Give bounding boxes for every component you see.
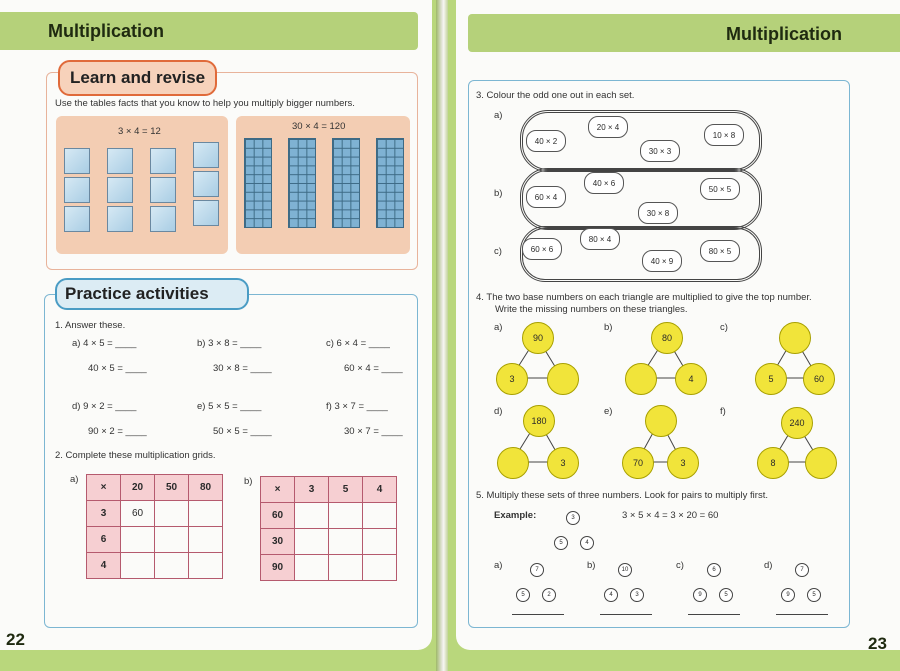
number-circle: 5 xyxy=(807,588,821,602)
grid-cell[interactable] xyxy=(295,503,329,529)
q1-item[interactable]: c) 6 × 4 = ____ xyxy=(326,338,390,349)
triangle-top[interactable] xyxy=(645,405,677,437)
grid-cell[interactable] xyxy=(363,555,397,581)
triangle-base[interactable]: 4 xyxy=(675,363,707,395)
grid-cell[interactable] xyxy=(329,529,363,555)
triangle-base[interactable] xyxy=(547,363,579,395)
q4-label: d) xyxy=(494,406,503,417)
triangle-base[interactable]: 3 xyxy=(667,447,699,479)
cube-column xyxy=(64,148,90,235)
expression-cloud[interactable]: 30 × 3 xyxy=(640,140,680,162)
grid-cell[interactable] xyxy=(295,529,329,555)
left-header-title: Multiplication xyxy=(48,21,164,41)
grid-cell[interactable] xyxy=(363,529,397,555)
grid-cell: 3 xyxy=(295,477,329,503)
grid-cell: 4 xyxy=(363,477,397,503)
grid-a-label: a) xyxy=(70,474,79,485)
grid-cell: 50 xyxy=(155,475,189,501)
grid-row xyxy=(87,527,223,553)
expression-cloud[interactable]: 30 × 8 xyxy=(638,202,678,224)
q1-item[interactable]: 40 × 5 = ____ xyxy=(88,363,147,374)
grid-cell[interactable] xyxy=(329,555,363,581)
grid-row xyxy=(261,529,397,555)
grid-cell: 4 xyxy=(87,553,121,579)
q1-item[interactable]: 30 × 8 = ____ xyxy=(213,363,272,374)
grid-cell[interactable] xyxy=(155,527,189,553)
multiplication-grid-a xyxy=(86,474,223,579)
triangle-base[interactable]: 70 xyxy=(622,447,654,479)
q4-label: e) xyxy=(604,406,613,417)
right-page-number: 23 xyxy=(868,634,887,653)
q4-label: c) xyxy=(720,322,728,333)
ten-grid-block xyxy=(244,138,272,228)
q5-example-label: Example: xyxy=(494,510,537,521)
grid-cell: × xyxy=(87,475,121,501)
practice-title: Practice activities xyxy=(55,278,249,310)
q4-label: f) xyxy=(720,406,726,417)
expression-cloud[interactable]: 20 × 4 xyxy=(588,116,628,138)
learn-intro: Use the tables facts that you know to help you multiply bigger numbers. xyxy=(55,98,355,109)
grid-cell: 20 xyxy=(121,475,155,501)
triangle-base[interactable]: 3 xyxy=(547,447,579,479)
ten-grid-block xyxy=(376,138,404,228)
grid-cell: 6 xyxy=(87,527,121,553)
grid-cell: × xyxy=(261,477,295,503)
grid-cell[interactable] xyxy=(121,553,155,579)
grid-cell[interactable] xyxy=(155,553,189,579)
grid-cell[interactable] xyxy=(189,527,223,553)
grid-cell[interactable] xyxy=(189,501,223,527)
q2-title: 2. Complete these multiplication grids. xyxy=(55,450,216,461)
answer-line[interactable] xyxy=(688,614,740,615)
q1-item[interactable]: 50 × 5 = ____ xyxy=(213,426,272,437)
number-circle: 3 xyxy=(630,588,644,602)
multiplication-grid-b xyxy=(260,476,397,581)
grid-cell: 3 xyxy=(87,501,121,527)
grid-cell: 80 xyxy=(189,475,223,501)
learn-title: Learn and revise xyxy=(58,60,217,96)
q5-label: d) xyxy=(764,560,773,571)
grid-row xyxy=(87,501,223,527)
triangle-base[interactable] xyxy=(497,447,529,479)
number-circle: 9 xyxy=(781,588,795,602)
expression-cloud[interactable]: 40 × 2 xyxy=(526,130,566,152)
triangle-top[interactable]: 240 xyxy=(781,407,813,439)
expression-cloud[interactable]: 80 × 4 xyxy=(580,228,620,250)
grid-row xyxy=(87,553,223,579)
cube-column xyxy=(193,142,219,229)
expression-cloud[interactable]: 80 × 5 xyxy=(700,240,740,262)
q4-title: 4. The two base numbers on each triangle are multiplied to give the top number. xyxy=(476,292,812,303)
q1-item[interactable]: d) 9 × 2 = ____ xyxy=(72,401,137,412)
grid-header-row xyxy=(87,475,223,501)
grid-cell[interactable]: 60 xyxy=(121,501,155,527)
triangle-base[interactable] xyxy=(805,447,837,479)
right-sheet xyxy=(456,0,900,650)
grid-row xyxy=(261,555,397,581)
number-circle: 7 xyxy=(795,563,809,577)
grid-cell[interactable] xyxy=(363,503,397,529)
number-circle: 6 xyxy=(707,563,721,577)
number-circle: 3 xyxy=(566,511,580,525)
q1-item[interactable]: b) 3 × 8 = ____ xyxy=(197,338,262,349)
left-sheet xyxy=(0,0,432,650)
q3-label-a: a) xyxy=(494,110,503,121)
cube-column xyxy=(107,148,133,235)
q4-label: a) xyxy=(494,322,503,333)
number-circle: 4 xyxy=(604,588,618,602)
ten-grid-block xyxy=(288,138,316,228)
grid-b-label: b) xyxy=(244,476,253,487)
triangle-base[interactable]: 8 xyxy=(757,447,789,479)
q5-label: c) xyxy=(676,560,684,571)
right-header-title: Multiplication xyxy=(726,24,842,44)
triangle-top[interactable]: 90 xyxy=(522,322,554,354)
number-circle: 2 xyxy=(542,588,556,602)
ten-grid-block xyxy=(332,138,360,228)
grid-cell: 90 xyxy=(261,555,295,581)
cube-column xyxy=(150,148,176,235)
q5-example: 3 × 5 × 4 = 3 × 20 = 60 xyxy=(622,510,719,521)
q5-title: 5. Multiply these sets of three numbers. Look for pairs to multiply first. xyxy=(476,490,768,501)
grid-cell: 5 xyxy=(329,477,363,503)
q4-label: b) xyxy=(604,322,613,333)
left-page-number: 22 xyxy=(6,630,25,649)
grid-cell[interactable] xyxy=(329,503,363,529)
big-fact: 30 × 4 = 120 xyxy=(292,121,346,132)
answer-line[interactable] xyxy=(512,614,564,615)
q1-item[interactable]: e) 5 × 5 = ____ xyxy=(197,401,262,412)
expression-cloud[interactable]: 10 × 8 xyxy=(704,124,744,146)
right-page xyxy=(448,0,900,671)
expression-cloud[interactable]: 50 × 5 xyxy=(700,178,740,200)
number-circle: 5 xyxy=(719,588,733,602)
q1-item[interactable]: 60 × 4 = ____ xyxy=(344,363,403,374)
number-circle: 10 xyxy=(618,563,632,577)
q3-title: 3. Colour the odd one out in each set. xyxy=(476,90,635,101)
triangle-top[interactable]: 80 xyxy=(651,322,683,354)
grid-row xyxy=(261,503,397,529)
left-page xyxy=(0,0,438,671)
expression-cloud[interactable]: 40 × 9 xyxy=(642,250,682,272)
triangle-base[interactable]: 5 xyxy=(755,363,787,395)
triangle-lines xyxy=(456,0,900,650)
q5-label: b) xyxy=(587,560,596,571)
expression-cloud[interactable]: 40 × 6 xyxy=(584,172,624,194)
triangle-base[interactable]: 3 xyxy=(496,363,528,395)
q1-item[interactable]: 90 × 2 = ____ xyxy=(88,426,147,437)
q4-subtitle: Write the missing numbers on these triangles. xyxy=(495,304,688,315)
grid-cell: 60 xyxy=(261,503,295,529)
q1-item[interactable]: a) 4 × 5 = ____ xyxy=(72,338,137,349)
grid-cell[interactable] xyxy=(155,501,189,527)
small-fact: 3 × 4 = 12 xyxy=(118,126,161,137)
expression-cloud[interactable]: 60 × 4 xyxy=(526,186,566,208)
number-circle: 9 xyxy=(693,588,707,602)
q1-item[interactable]: f) 3 × 7 = ____ xyxy=(326,401,388,412)
q1-item[interactable]: 30 × 7 = ____ xyxy=(344,426,403,437)
triangle-top[interactable] xyxy=(779,322,811,354)
expression-cloud[interactable]: 60 × 6 xyxy=(522,238,562,260)
q3-label-b: b) xyxy=(494,188,503,199)
grid-cell[interactable] xyxy=(189,553,223,579)
number-circle: 5 xyxy=(516,588,530,602)
answer-line[interactable] xyxy=(776,614,828,615)
grid-cell[interactable] xyxy=(121,527,155,553)
number-circle: 5 xyxy=(554,536,568,550)
number-circle: 4 xyxy=(580,536,594,550)
q1-title: 1. Answer these. xyxy=(55,320,126,331)
triangle-base[interactable] xyxy=(625,363,657,395)
grid-cell: 30 xyxy=(261,529,295,555)
triangle-base[interactable]: 60 xyxy=(803,363,835,395)
q3-label-c: c) xyxy=(494,246,502,257)
triangle-top[interactable]: 180 xyxy=(523,405,555,437)
q5-label: a) xyxy=(494,560,503,571)
number-circle: 7 xyxy=(530,563,544,577)
grid-cell[interactable] xyxy=(295,555,329,581)
answer-line[interactable] xyxy=(600,614,652,615)
grid-header-row xyxy=(261,477,397,503)
